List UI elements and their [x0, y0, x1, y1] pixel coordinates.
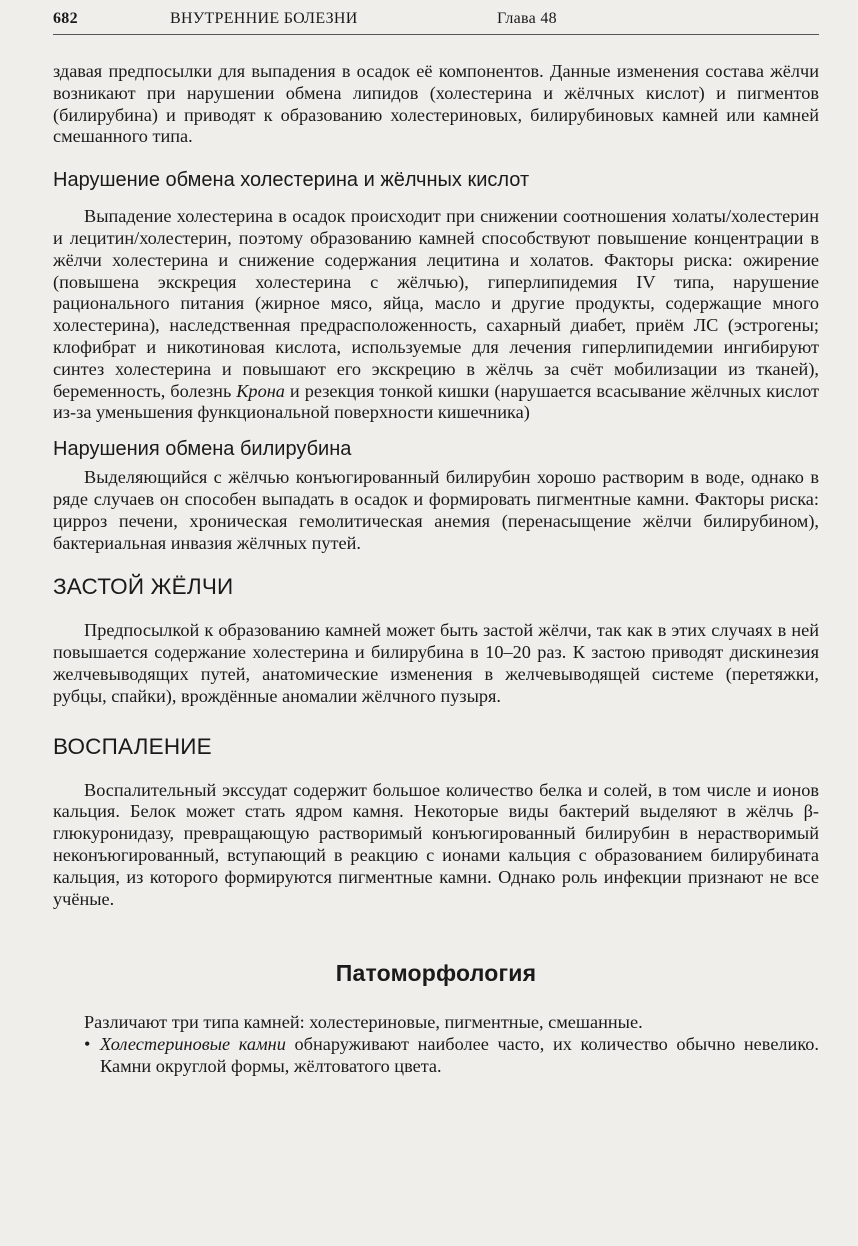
bullet-marker: • [84, 1034, 91, 1055]
paragraph-bilirubin: Выделяющийся с жёлчью конъюгированный билирубин хорошо растворим в воде, однако в ряде случаев он способен выпадать в осадок и формировать пигментные камни. Факторы риска: цирроз печени, хроническая гемолитическая анемия (перенасыщение жёлчи билирубином), бактериальная инвазия жёлчных путей. [53, 467, 819, 553]
book-title: ВНУТРЕННИЕ БОЛЕЗНИ [170, 10, 358, 27]
paragraph-stone-types: Различают три типа камней: холестериновые, пигментные, смешанные. [84, 1012, 643, 1033]
italic-term-crohn: Крона [236, 380, 285, 401]
heading-inflammation: ВОСПАЛЕНИЕ [53, 733, 212, 759]
paragraph-bile-stasis: Предпосылкой к образованию камней может быть застой жёлчи, так как в этих случаях в ней повышается содержание холестерина и билирубина в 10–20 раз. К застою приводят дискинезия желчевыводящих путей, анатомические изменения в желчевыводящей системе (перетяжки, рубцы, спайки), врождённые аномалии жёлчного пузыря. [53, 620, 819, 706]
heading-cholesterol: Нарушение обмена холестерина и жёлчных кислот [53, 169, 530, 192]
italic-term-cholesterol-stones: Холестериновые камни [100, 1034, 286, 1055]
page-body [53, 61, 819, 1078]
page-number: 682 [53, 10, 78, 27]
paragraph-cholesterol: Выпадение холестерина в осадок происходит при снижении соотношения холаты/холестерин и лецитин/холестерин, поэтому образованию камней способствуют повышение концентрации в жёлчи холестерина и снижение содержания лецитина и холатов. Факторы риска: ожирение (повышена экскреция холестерина с жёлчью), гиперлипидемия IV типа, нарушение рационального питания (жирное мясо, яйца, масло и другие продукты, содержащие много холестерина), наследственная предрасположенность, сахарный диабет, приём ЛС (эстрогены; клофибрат и никотиновая кислота, используемые для лечения гиперлипидемии ингибируют синтез холестерина и повышают его экскрецию в жёлчь за счёт мобилизации из тканей), беременность, болезнь Крона и резекция тонкой кишки (нарушается всасывание жёлчных кислот из-за уменьшения функциональной поверхности кишечника) [53, 206, 820, 423]
heading-bile-stasis: ЗАСТОЙ ЖЁЛЧИ [53, 574, 234, 600]
heading-bilirubin: Нарушения обмена билирубина [53, 438, 352, 461]
stone-type-list [53, 1034, 819, 1078]
header-rule [53, 34, 819, 35]
chapter-label: Глава 48 [497, 10, 557, 27]
paragraph-inflammation: Воспалительный экссудат содержит большое количество белка и солей, в том числе и ионов кальция. Белок может стать ядром камня. Некоторые виды бактерий выделяют в жёлчь β-глюкуронидазу, превращающую растворимый конъюгированный билирубин в нерастворимый неконъюгированный, вступающий в реакцию с ионами кальция с образованием билирубината кальция, из которого формируются пигментные камни. Однако роль инфекции признают не все учёные. [53, 779, 819, 909]
intro-paragraph: здавая предпосылки для выпадения в осадок её компонентов. Данные изменения состава жёлчи возникают при нарушении обмена липидов (холестерина и жёлчных кислот) и пигментов (билирубина) и приводят к образованию холестериновых, билирубиновых камней или камней смешанного типа. [53, 61, 819, 147]
heading-pathomorphology: Патоморфология [335, 960, 537, 987]
list-item-cholesterol-stones: • Холестериновые камни обнаруживают наиболее часто, их количество обычно невелико. Камни округлой формы, жёлтоватого цвета. [84, 1034, 820, 1076]
